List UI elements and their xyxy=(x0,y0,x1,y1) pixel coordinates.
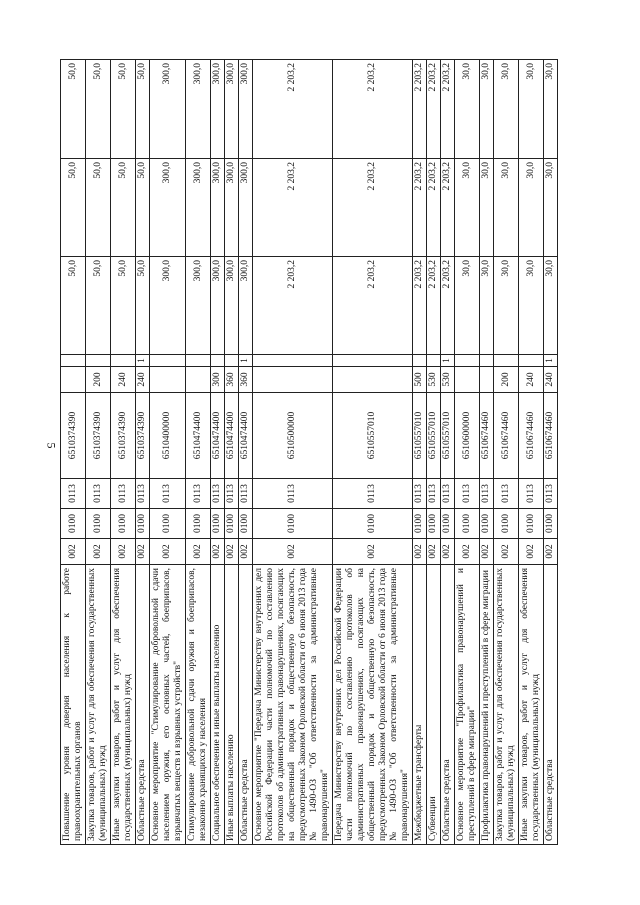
expense-code xyxy=(455,367,480,393)
section-code: 0100 xyxy=(427,509,441,539)
target-code: 6510374390 xyxy=(61,393,86,479)
row-name: Социальное обеспечение и иные выплаты населению xyxy=(211,565,225,845)
page-number: 5 xyxy=(44,442,59,449)
admin-code: 002 xyxy=(480,539,494,565)
budget-flag xyxy=(455,355,480,367)
section-code: 0100 xyxy=(136,509,150,539)
section-code: 0100 xyxy=(61,509,86,539)
row-name: Областные средства xyxy=(239,565,253,845)
budget-flag xyxy=(333,355,413,367)
budget-flag xyxy=(111,355,136,367)
admin-code: 002 xyxy=(494,539,519,565)
subsection-code: 0113 xyxy=(455,479,480,509)
subsection-code: 0113 xyxy=(413,479,427,509)
subsection-code: 0113 xyxy=(427,479,441,509)
expense-code: 240 xyxy=(111,367,136,393)
revised-amount: 300,0 xyxy=(225,159,239,257)
revised-amount: 300,0 xyxy=(239,159,253,257)
table-row xyxy=(544,60,558,845)
budget-flag xyxy=(413,355,427,367)
executed-amount: 50,0 xyxy=(61,60,86,159)
admin-code: 002 xyxy=(225,539,239,565)
section-code: 0100 xyxy=(186,509,211,539)
admin-code: 002 xyxy=(333,539,413,565)
subsection-code: 0113 xyxy=(239,479,253,509)
table-row xyxy=(225,60,239,845)
executed-amount: 2 203,2 xyxy=(413,60,427,159)
executed-amount: 30,0 xyxy=(455,60,480,159)
admin-code: 002 xyxy=(61,539,86,565)
target-code: 6510674460 xyxy=(519,393,544,479)
table-body xyxy=(61,60,558,845)
section-code: 0100 xyxy=(333,509,413,539)
expense-code xyxy=(253,367,333,393)
expense-code xyxy=(150,367,186,393)
planned-amount: 30,0 xyxy=(494,257,519,355)
planned-amount: 30,0 xyxy=(455,257,480,355)
planned-amount: 300,0 xyxy=(239,257,253,355)
subsection-code: 0113 xyxy=(61,479,86,509)
row-name: Субвенции xyxy=(427,565,441,845)
admin-code: 002 xyxy=(441,539,455,565)
expense-code: 360 xyxy=(239,367,253,393)
subsection-code: 0113 xyxy=(211,479,225,509)
expense-code xyxy=(333,367,413,393)
subsection-code: 0113 xyxy=(86,479,111,509)
admin-code: 002 xyxy=(519,539,544,565)
executed-amount: 300,0 xyxy=(211,60,225,159)
target-code: 6510557010 xyxy=(441,393,455,479)
table-row xyxy=(455,60,480,845)
expense-code: 200 xyxy=(86,367,111,393)
section-code: 0100 xyxy=(544,509,558,539)
section-code: 0100 xyxy=(111,509,136,539)
expense-code xyxy=(480,367,494,393)
executed-amount: 50,0 xyxy=(136,60,150,159)
row-name: Иные выплаты населению xyxy=(225,565,239,845)
expense-code: 240 xyxy=(519,367,544,393)
target-code: 6510474400 xyxy=(186,393,211,479)
subsection-code: 0113 xyxy=(136,479,150,509)
revised-amount: 50,0 xyxy=(86,159,111,257)
expense-code xyxy=(61,367,86,393)
row-name: Иные закупки товаров, работ и услуг для обеспечения государственных (муниципальных) нужд xyxy=(519,565,544,845)
budget-flag xyxy=(494,355,519,367)
row-name: Основное мероприятие "Профилактика правонарушений и преступлений в сфере миграции" xyxy=(455,565,480,845)
table-row xyxy=(136,60,150,845)
subsection-code: 0113 xyxy=(494,479,519,509)
budget-flag xyxy=(480,355,494,367)
revised-amount: 2 203,2 xyxy=(253,159,333,257)
row-name: Профилактика правонарушений и преступлений в сфере миграции xyxy=(480,565,494,845)
admin-code: 002 xyxy=(239,539,253,565)
section-code: 0100 xyxy=(225,509,239,539)
table-row xyxy=(111,60,136,845)
row-name: Областные средства xyxy=(544,565,558,845)
budget-table xyxy=(60,59,558,845)
revised-amount: 2 203,2 xyxy=(333,159,413,257)
target-code: 6510674460 xyxy=(480,393,494,479)
revised-amount: 30,0 xyxy=(480,159,494,257)
admin-code: 002 xyxy=(86,539,111,565)
row-name: Основное мероприятие "Передача Министерству внутренних дел Российской Федерации части полномочий по составлению протоколов об административных правонарушениях, посягающих на общественный порядок и общественную безопасность, предусмотренных Законом Орловской области от 6 июня 2013 года № 1490-ОЗ "Об ответственности за административные правонарушения" xyxy=(253,565,333,845)
target-code: 6510474400 xyxy=(211,393,225,479)
planned-amount: 30,0 xyxy=(480,257,494,355)
executed-amount: 2 203,2 xyxy=(253,60,333,159)
subsection-code: 0113 xyxy=(225,479,239,509)
subsection-code: 0113 xyxy=(544,479,558,509)
planned-amount: 50,0 xyxy=(111,257,136,355)
subsection-code: 0113 xyxy=(186,479,211,509)
expense-code: 530 xyxy=(427,367,441,393)
expense-code: 200 xyxy=(494,367,519,393)
revised-amount: 300,0 xyxy=(150,159,186,257)
subsection-code: 0113 xyxy=(150,479,186,509)
subsection-code: 0113 xyxy=(480,479,494,509)
expense-code xyxy=(186,367,211,393)
planned-amount: 300,0 xyxy=(150,257,186,355)
expense-code: 530 xyxy=(441,367,455,393)
planned-amount: 300,0 xyxy=(186,257,211,355)
subsection-code: 0113 xyxy=(441,479,455,509)
row-name: Закупка товаров, работ и услуг для обеспечения государственных (муниципальных) нужд xyxy=(494,565,519,845)
target-code: 6510557010 xyxy=(413,393,427,479)
planned-amount: 2 203,2 xyxy=(427,257,441,355)
section-code: 0100 xyxy=(441,509,455,539)
row-name: Передача Министерству внутренних дел Российской Федерации части полномочий по составлению протоколов об административных правонарушениях, посягающих на общественный порядок и общественную безопасность, предусмотренных Законом Орловской области от 6 июня 2013 года № 1490-ОЗ "Об ответственности за административные правонарушения" xyxy=(333,565,413,845)
subsection-code: 0113 xyxy=(333,479,413,509)
revised-amount: 2 203,2 xyxy=(427,159,441,257)
section-code: 0100 xyxy=(239,509,253,539)
revised-amount: 30,0 xyxy=(455,159,480,257)
target-code: 6510474400 xyxy=(239,393,253,479)
planned-amount: 30,0 xyxy=(544,257,558,355)
budget-flag xyxy=(225,355,239,367)
target-code: 6510374390 xyxy=(111,393,136,479)
budget-flag xyxy=(61,355,86,367)
executed-amount: 50,0 xyxy=(111,60,136,159)
executed-amount: 30,0 xyxy=(544,60,558,159)
section-code: 0100 xyxy=(494,509,519,539)
subsection-code: 0113 xyxy=(519,479,544,509)
expense-code: 500 xyxy=(413,367,427,393)
planned-amount: 30,0 xyxy=(519,257,544,355)
subsection-code: 0113 xyxy=(253,479,333,509)
section-code: 0100 xyxy=(413,509,427,539)
budget-flag xyxy=(150,355,186,367)
target-code: 6510557010 xyxy=(333,393,413,479)
table-container xyxy=(60,60,581,845)
admin-code: 002 xyxy=(413,539,427,565)
target-code: 6510674460 xyxy=(494,393,519,479)
expense-code: 240 xyxy=(136,367,150,393)
admin-code: 002 xyxy=(111,539,136,565)
revised-amount: 50,0 xyxy=(111,159,136,257)
row-name: Стимулирование добровольной сдачи оружия и боеприпасов, незаконно хранящихся у населения xyxy=(186,565,211,845)
target-code: 6510600000 xyxy=(455,393,480,479)
planned-amount: 2 203,2 xyxy=(253,257,333,355)
expense-code: 360 xyxy=(225,367,239,393)
planned-amount: 300,0 xyxy=(225,257,239,355)
table-row xyxy=(239,60,253,845)
rotated-page-area xyxy=(60,60,581,845)
budget-flag: 1 xyxy=(136,355,150,367)
planned-amount: 2 203,2 xyxy=(413,257,427,355)
section-code: 0100 xyxy=(150,509,186,539)
planned-amount: 2 203,2 xyxy=(441,257,455,355)
table-row xyxy=(150,60,186,845)
executed-amount: 2 203,2 xyxy=(441,60,455,159)
revised-amount: 300,0 xyxy=(211,159,225,257)
subsection-code: 0113 xyxy=(111,479,136,509)
row-name: Областные средства xyxy=(441,565,455,845)
executed-amount: 300,0 xyxy=(186,60,211,159)
section-code: 0100 xyxy=(211,509,225,539)
revised-amount: 50,0 xyxy=(136,159,150,257)
executed-amount: 300,0 xyxy=(225,60,239,159)
table-row xyxy=(441,60,455,845)
row-name: Областные средства xyxy=(136,565,150,845)
table-row xyxy=(413,60,427,845)
admin-code: 002 xyxy=(186,539,211,565)
target-code: 6510374390 xyxy=(136,393,150,479)
planned-amount: 300,0 xyxy=(211,257,225,355)
executed-amount: 300,0 xyxy=(239,60,253,159)
target-code: 6510474400 xyxy=(225,393,239,479)
planned-amount: 50,0 xyxy=(86,257,111,355)
table-row xyxy=(211,60,225,845)
revised-amount: 30,0 xyxy=(519,159,544,257)
table-row xyxy=(519,60,544,845)
revised-amount: 50,0 xyxy=(61,159,86,257)
table-row xyxy=(186,60,211,845)
target-code: 6510374390 xyxy=(86,393,111,479)
budget-flag: 1 xyxy=(239,355,253,367)
table-row xyxy=(494,60,519,845)
budget-flag xyxy=(519,355,544,367)
budget-flag xyxy=(211,355,225,367)
section-code: 0100 xyxy=(455,509,480,539)
admin-code: 002 xyxy=(455,539,480,565)
executed-amount: 30,0 xyxy=(494,60,519,159)
admin-code: 002 xyxy=(253,539,333,565)
table-row xyxy=(427,60,441,845)
planned-amount: 2 203,2 xyxy=(333,257,413,355)
admin-code: 002 xyxy=(150,539,186,565)
admin-code: 002 xyxy=(211,539,225,565)
admin-code: 002 xyxy=(427,539,441,565)
executed-amount: 50,0 xyxy=(86,60,111,159)
executed-amount: 30,0 xyxy=(480,60,494,159)
revised-amount: 2 203,2 xyxy=(441,159,455,257)
row-name: Межбюджетные трансферты xyxy=(413,565,427,845)
target-code: 6510500000 xyxy=(253,393,333,479)
revised-amount: 2 203,2 xyxy=(413,159,427,257)
planned-amount: 50,0 xyxy=(61,257,86,355)
executed-amount: 30,0 xyxy=(519,60,544,159)
revised-amount: 30,0 xyxy=(544,159,558,257)
target-code: 6510674460 xyxy=(544,393,558,479)
row-name: Закупка товаров, работ и услуг для обеспечения государственных (муниципальных) нужд xyxy=(86,565,111,845)
section-code: 0100 xyxy=(253,509,333,539)
budget-flag xyxy=(186,355,211,367)
section-code: 0100 xyxy=(480,509,494,539)
expense-code: 300 xyxy=(211,367,225,393)
budget-flag xyxy=(253,355,333,367)
target-code: 6510557010 xyxy=(427,393,441,479)
table-row xyxy=(333,60,413,845)
revised-amount: 300,0 xyxy=(186,159,211,257)
section-code: 0100 xyxy=(519,509,544,539)
row-name: Иные закупки товаров, работ и услуг для обеспечения государственных (муниципальных) нужд xyxy=(111,565,136,845)
admin-code: 002 xyxy=(544,539,558,565)
revised-amount: 30,0 xyxy=(494,159,519,257)
table-row xyxy=(61,60,86,845)
planned-amount: 50,0 xyxy=(136,257,150,355)
table-row xyxy=(86,60,111,845)
expense-code: 240 xyxy=(544,367,558,393)
table-row xyxy=(480,60,494,845)
budget-flag xyxy=(427,355,441,367)
budget-flag xyxy=(86,355,111,367)
target-code: 6510400000 xyxy=(150,393,186,479)
table-row xyxy=(253,60,333,845)
admin-code: 002 xyxy=(136,539,150,565)
section-code: 0100 xyxy=(86,509,111,539)
budget-flag: 1 xyxy=(441,355,455,367)
row-name: Основное мероприятие "Стимулирование добровольной сдачи населением оружия, его основных частей, боеприпасов, взрывчатых веществ и взрывных устройств" xyxy=(150,565,186,845)
executed-amount: 2 203,2 xyxy=(333,60,413,159)
executed-amount: 2 203,2 xyxy=(427,60,441,159)
row-name: Повышение уровня доверия населения к работе правоохранительных органов xyxy=(61,565,86,845)
executed-amount: 300,0 xyxy=(150,60,186,159)
budget-flag: 1 xyxy=(544,355,558,367)
